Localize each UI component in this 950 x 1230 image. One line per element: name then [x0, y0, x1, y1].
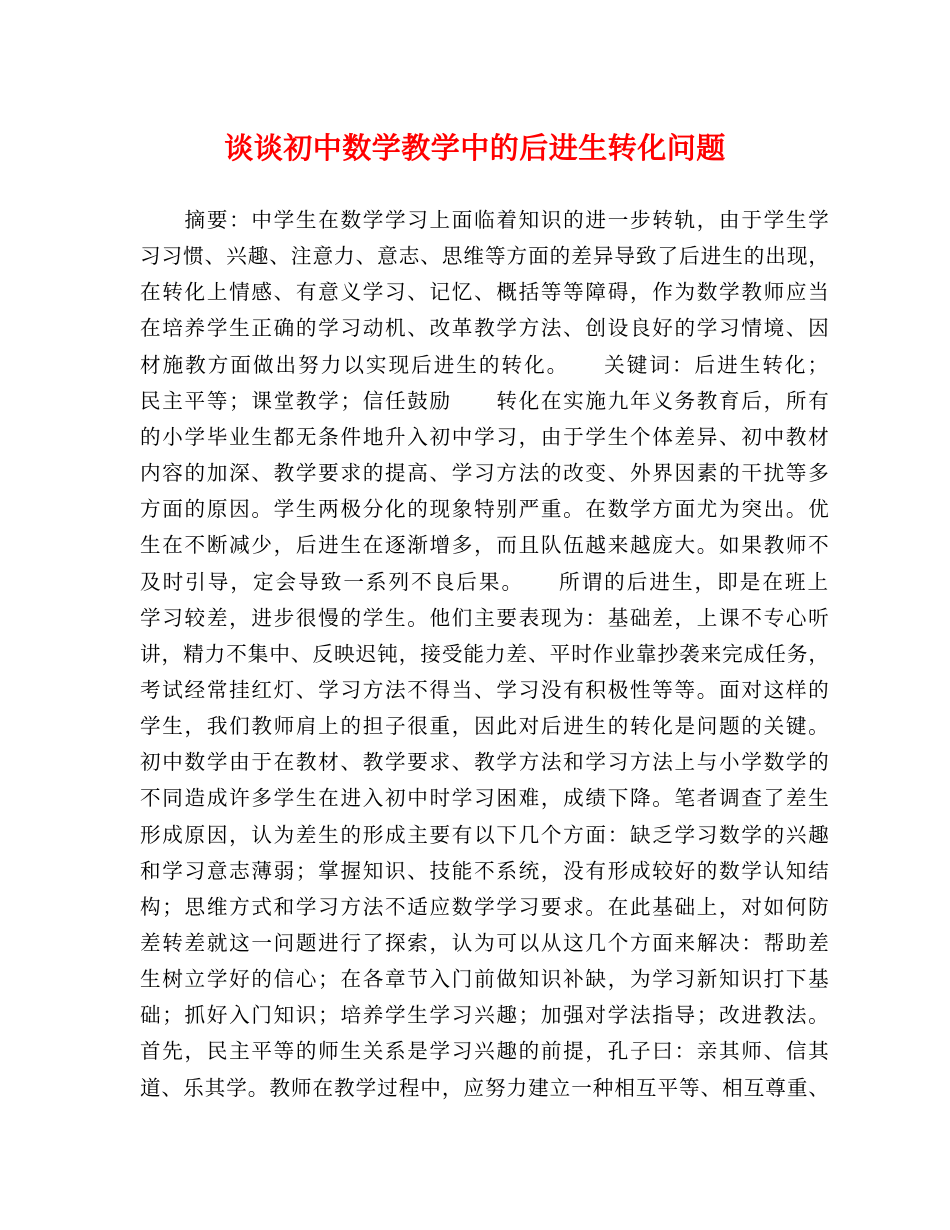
body-line: 构；思维方式和学习方法不适应数学学习要求。在此基础上，对如何防 — [140, 894, 831, 919]
body-line: 和学习意志薄弱；掌握知识、技能不系统，没有形成较好的数学认知结 — [140, 858, 831, 883]
body-line: 生在不断减少，后进生在逐渐增多，而且队伍越来越庞大。如果教师不 — [140, 533, 831, 558]
body-line: 道、乐其学。教师在教学过程中，应努力建立一种相互平等、相互尊重、 — [140, 1075, 830, 1100]
body-line: 不同造成许多学生在进入初中时学习困难，成绩下降。笔者调查了差生 — [140, 786, 831, 811]
body-line: 础；抓好入门知识；培养学生学习兴趣；加强对学法指导；改进教法。 — [140, 1003, 831, 1028]
body-line: 习习惯、兴趣、注意力、意志、思维等方面的差异导致了后进生的出现， — [140, 244, 830, 269]
body-line: 初中数学由于在教材、教学要求、教学方法和学习方法上与小学数学的 — [140, 750, 831, 775]
body-line: 学习较差，进步很慢的学生。他们主要表现为：基础差，上课不专心听 — [140, 605, 831, 630]
body-line: 在培养学生正确的学习动机、改革教学方法、创设良好的学习情境、因 — [140, 316, 831, 341]
body-line: 差转差就这一问题进行了探索，认为可以从这几个方面来解决：帮助差 — [140, 931, 831, 955]
body-line: 形成原因，认为差生的形成主要有以下几个方面：缺乏学习数学的兴趣 — [140, 822, 831, 847]
body-line: 材施教方面做出努力以实现后进生的转化。 关键词：后进生转化； — [140, 352, 831, 377]
body-line: 摘要：中学生在数学学习上面临着知识的进一步转轨，由于学生学 — [140, 208, 831, 232]
body-line: 在转化上情感、有意义学习、记忆、概括等等障碍，作为数学教师应当 — [140, 280, 831, 305]
body-line: 内容的加深、教学要求的提高、学习方法的改变、外界因素的干扰等多 — [140, 461, 831, 486]
body-line: 学生，我们教师肩上的担子很重，因此对后进生的转化是问题的关键。 — [140, 714, 831, 739]
body-line: 首先，民主平等的师生关系是学习兴趣的前提，孔子曰：亲其师、信其 — [140, 1039, 831, 1064]
body-line: 讲，精力不集中、反映迟钝，接受能力差、平时作业靠抄袭来完成任务， — [140, 641, 830, 666]
body-line: 考试经常挂红灯、学习方法不得当、学习没有积极性等等。面对这样的 — [140, 677, 831, 702]
body-line: 方面的原因。学生两极分化的现象特别严重。在数学方面尤为突出。优 — [140, 497, 831, 522]
body-line: 生树立学好的信心；在各章节入门前做知识补缺，为学习新知识打下基 — [140, 967, 831, 992]
body-line: 的小学毕业生都无条件地升入初中学习，由于学生个体差异、初中教材 — [140, 424, 831, 449]
body-line: 民主平等；课堂教学；信任鼓励 转化在实施九年义务教育后，所有 — [140, 388, 831, 413]
document-title: 谈谈初中数学教学中的后进生转化问题 — [224, 131, 726, 165]
body-line: 及时引导，定会导致一系列不良后果。 所谓的后进生，即是在班上 — [140, 569, 831, 594]
